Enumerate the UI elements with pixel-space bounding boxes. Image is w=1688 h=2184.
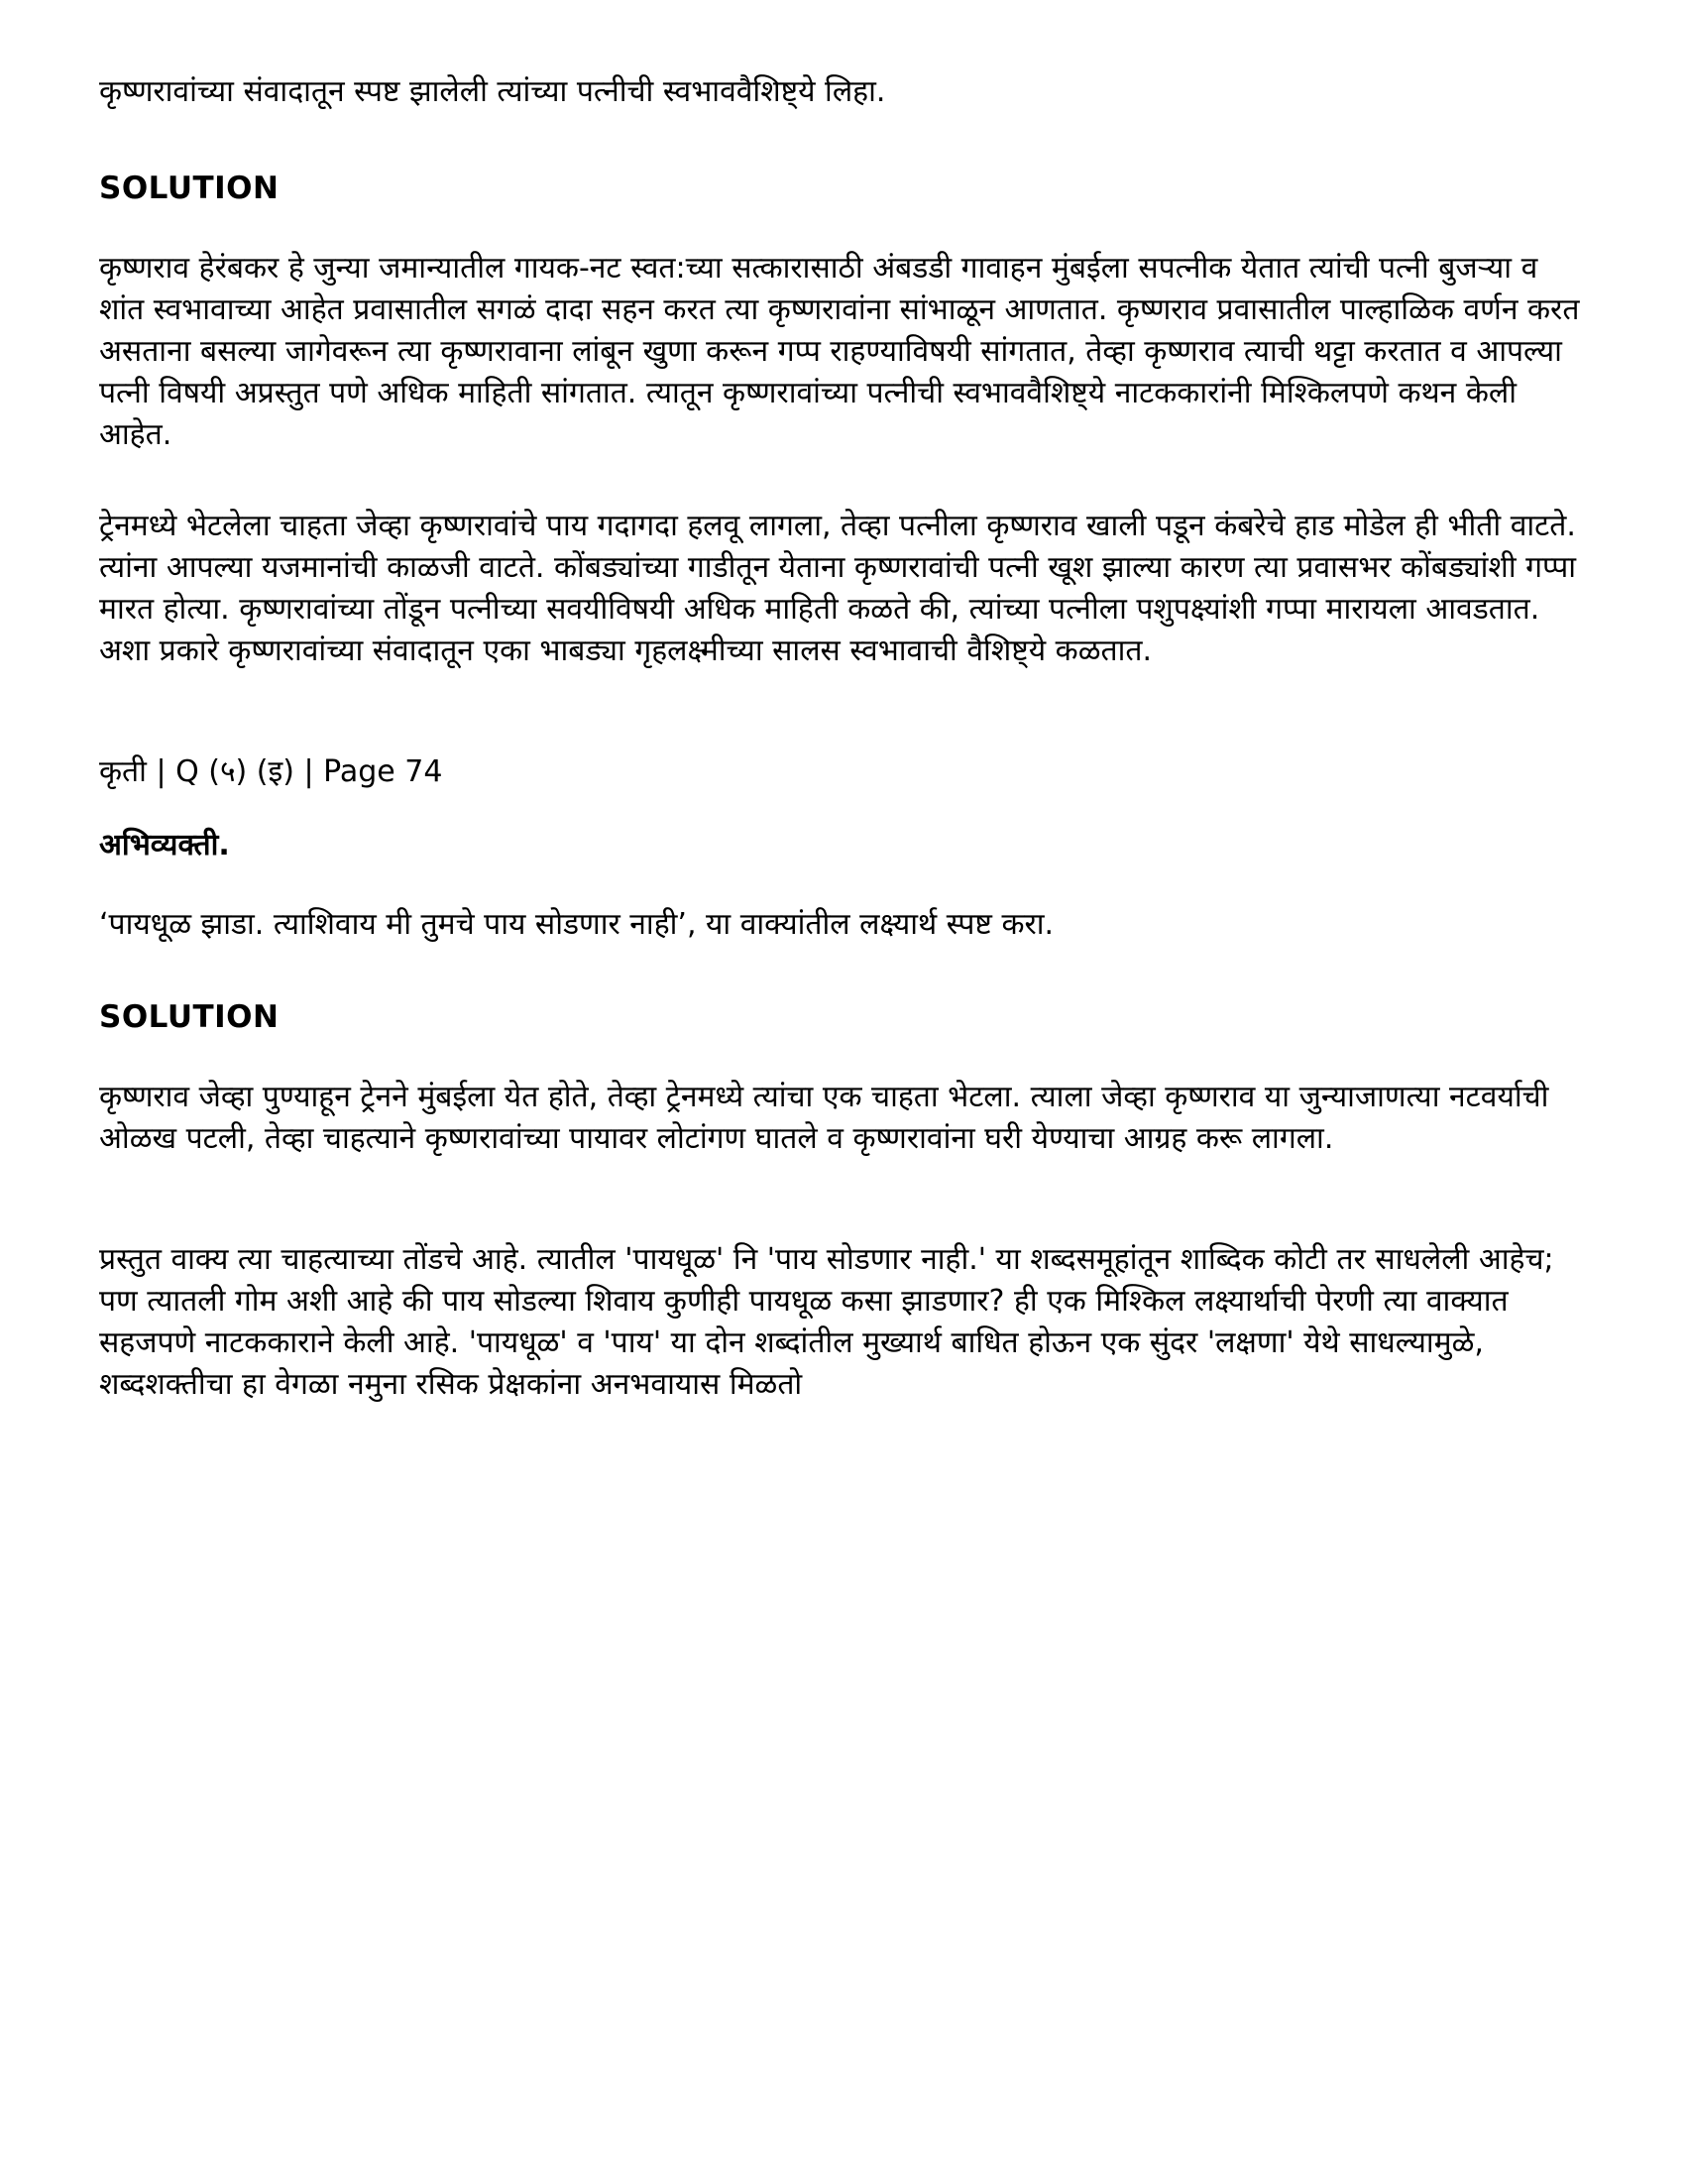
question-1: कृष्णरावांच्या संवादातून स्पष्ट झालेली त्यांच्या पत्नीची स्वभाववैशिष्ट्ये लिहा. <box>99 74 886 109</box>
solution-1-paragraph-1: कृष्णराव हेरंबकर हे जुन्या जमान्यातील गायक-नट स्वत:च्या सत्कारासाठी अंबडडी गावाहन मुंबईला सपत्नीक येतात त्यांची पत्नी बुजऱ्या व शांत स्वभावाच्या आहेत प्रवासातील सगळं दादा सहन करत त्या कृष्णरावांना सांभाळून आणतात. कृष्णराव प्रवासातील पाल्हाळिक वर्णन करत असताना बसल्या जागेवरून त्या कृष्णरावाना लांबून खुणा करून गप्प राहण्याविषयी सांगतात, तेव्हा कृष्णराव त्याची थट्टा करतात व आपल्या पत्नी विषयी अप्रस्तुत पणे अधिक माहिती सांगतात. त्यातून कृष्णरावांच्या पत्नीची स्वभाववैशिष्ट्ये नाटककारांनी मिश्किलपणे कथन केली आहेत. <box>99 251 1580 452</box>
solution-2-paragraph-1: कृष्णराव जेव्हा पुण्याहून ट्रेनने मुंबईला येत होते, तेव्हा ट्रेनमध्ये त्यांचा एक चाहता भेटला. त्याला जेव्हा कृष्णराव या जुन्याजाणत्या नटवर्याची ओळख पटली, तेव्हा चाहत्याने कृष्णरावांच्या पायावर लोटांगण घातले व कृष्णरावांना घरी येण्याचा आग्रह करू लागला. <box>99 1080 1549 1156</box>
solution-1-heading: SOLUTION <box>99 171 280 206</box>
solution-2-heading: SOLUTION <box>99 999 280 1035</box>
solution-1-paragraph-2: ट्रेनमध्ये भेटलेला चाहता जेव्हा कृष्णरावांचे पाय गदागदा हलवू लागला, तेव्हा पत्नीला कृष्णराव खाली पडून कंबरेचे हाड मोडेल ही भीती वाटते. त्यांना आपल्या यजमानांची काळजी वाटते. कोंबड्यांच्या गाडीतून येताना कृष्णरावांची पत्नी खूश झाल्या कारण त्या प्रवासभर कोंबड्यांशी गप्पा मारत होत्या. कृष्णरावांच्या तोंडून पत्नीच्या सवयीविषयी अधिक माहिती कळते की, त्यांच्या पत्नीला पशुपक्ष्यांशी गप्पा मारायला आवडतात. अशा प्रकारे कृष्णरावांच्या संवादातून एका भाबड्या गृहलक्ष्मीच्या सालस स्वभावाची वैशिष्ट्ये कळतात. <box>99 509 1577 668</box>
solution-2-paragraph-2: प्रस्तुत वाक्य त्या चाहत्याच्या तोंडचे आहे. त्यातील 'पायधूळ' नि 'पाय सोडणार नाही.' या शब्दसमूहांतून शाब्दिक कोटी तर साधलेली आहेच; पण त्यातली गोम अशी आहे की पाय सोडल्या शिवाय कुणीही पायधूळ कसा झाडणार? ही एक मिश्किल लक्ष्यार्थाची पेरणी त्या वाक्यात सहजपणे नाटककाराने केली आहे. 'पायधूळ' व 'पाय' या दोन शब्दांतील मुख्यार्थ बाधित होऊन एक सुंदर 'लक्षणा' येथे साधल्यामुळे, शब्दशक्तीचा हा वेगळा नमुना रसिक प्रेक्षकांना अनभवायास मिळतो <box>99 1242 1554 1402</box>
section-heading: अभिव्यक्ती. <box>99 828 230 862</box>
question-2: ‘पायधूळ झाडा. त्याशिवाय मी तुमचे पाय सोडणार नाही’, या वाक्यांतील लक्ष्यार्थ स्पष्ट करा. <box>99 907 1055 942</box>
page-reference: कृती | Q (५) (इ) | Page 74 <box>99 754 443 789</box>
